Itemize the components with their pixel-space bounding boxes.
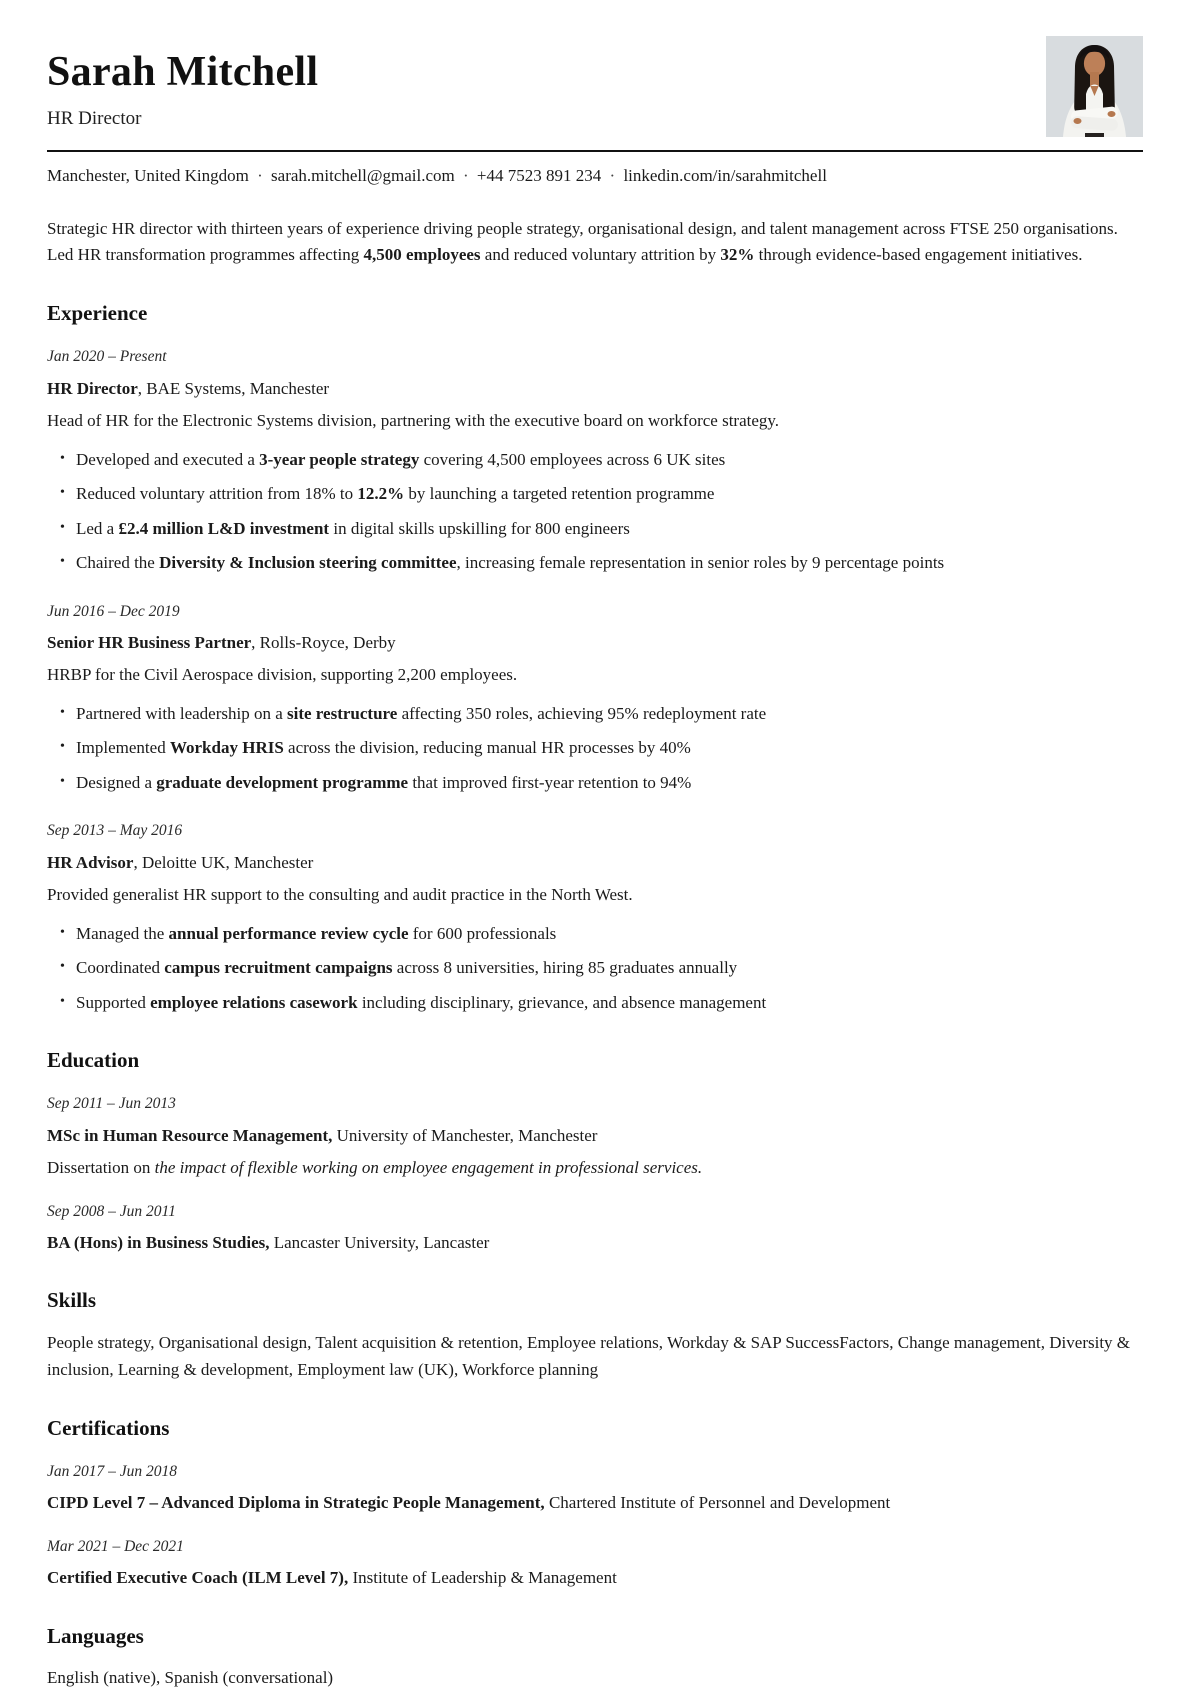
education-entry [47, 1200, 1143, 1256]
entry-dates: Sep 2008 – Jun 2011 [47, 1202, 176, 1220]
section-heading-experience: Experience [47, 301, 148, 326]
entry-bullet: • Managed the annual performance review cycle for 600 professionals [76, 921, 1143, 947]
header-divider [47, 150, 1143, 152]
contact-line [47, 163, 1143, 189]
entry-title: Senior HR Business Partner, Rolls-Royce, Derby [47, 632, 396, 652]
entry-title: CIPD Level 7 – Advanced Diploma in Strategic People Management, Chartered Institute of Personnel and Development [47, 1493, 891, 1513]
entry-dates: Jun 2016 – Dec 2019 [47, 602, 180, 620]
education-entry [47, 1092, 1143, 1180]
entry-bullet: • Led a £2.4 million L&D investment in digital skills upskilling for 800 engineers [76, 516, 1143, 542]
entry-bullet: • Supported employee relations casework including disciplinary, grievance, and absence management [76, 990, 1143, 1016]
person-name: Sarah Mitchell [47, 49, 319, 95]
entry-bullet: • Developed and executed a 3-year people strategy covering 4,500 employees across 6 UK sites [76, 447, 1143, 473]
summary-text: Strategic HR director with thirteen years of experience driving people strategy, organisational design, and talent management across FTSE 250 organisations. Led HR transformation programmes affecting 4,500 employees and reduced voluntary attrition by 32% through evidence-based engagement initiatives. [47, 218, 1118, 264]
entry-dates: Sep 2011 – Jun 2013 [47, 1095, 176, 1113]
contact-email: sarah.mitchell@gmail.com [271, 166, 455, 185]
section-skills [47, 1288, 1143, 1383]
profile-photo [1046, 36, 1143, 137]
contact-linkedin: linkedin.com/in/sarahmitchell [623, 166, 827, 185]
section-experience [47, 301, 1143, 1015]
contact-separator: · [605, 166, 620, 185]
resume-sections [47, 301, 1143, 1691]
entry-bullet: • Partnered with leadership on a site restructure affecting 350 roles, achieving 95% redeployment rate [76, 701, 1143, 727]
header-text-block [47, 36, 318, 134]
experience-entry [47, 600, 1143, 796]
entry-description: Dissertation on the impact of flexible working on employee engagement in professional services. [47, 1158, 703, 1178]
entry-description: Provided generalist HR support to the consulting and audit practice in the North West. [47, 885, 633, 905]
entry-bullet: • Chaired the Diversity & Inclusion steering committee, increasing female representation in senior roles by 9 percentage points [76, 550, 1143, 576]
entry-dates: Sep 2013 – May 2016 [47, 822, 183, 840]
entry-title: MSc in Human Resource Management, University of Manchester, Manchester [47, 1125, 598, 1145]
entry-bullet: • Coordinated campus recruitment campaigns across 8 universities, hiring 85 graduates annually [76, 955, 1143, 981]
contact-phone: +44 7523 891 234 [476, 166, 602, 185]
entry-bullets [47, 701, 1143, 796]
section-heading-languages: Languages [47, 1623, 144, 1648]
entry-bullet: • Implemented Workday HRIS across the division, reducing manual HR processes by 40% [76, 735, 1143, 761]
entry-title: HR Director, BAE Systems, Manchester [47, 378, 330, 398]
section-education [47, 1048, 1143, 1255]
certifications-entry [47, 1460, 1143, 1516]
languages-text: English (native), Spanish (conversational) [47, 1667, 334, 1687]
entry-description: Head of HR for the Electronic Systems division, partnering with the executive board on workforce strategy. [47, 411, 780, 431]
experience-entry [47, 345, 1143, 575]
section-languages [47, 1624, 1143, 1691]
skills-text: People strategy, Organisational design, Talent acquisition & retention, Employee relations, Workday & SAP SuccessFactors, Change management, Diversity & inclusion, Learning & development, Employment law (UK), Workforce planning [47, 1332, 1131, 1379]
section-heading-skills: Skills [47, 1288, 97, 1313]
contact-separator: · [252, 166, 268, 185]
section-certifications [47, 1416, 1143, 1591]
entry-title: HR Advisor, Deloitte UK, Manchester [47, 852, 314, 872]
resume-header [47, 36, 1143, 137]
contact-location: Manchester, United Kingdom [47, 166, 249, 185]
entry-bullet: • Designed a graduate development programme that improved first-year retention to 94% [76, 770, 1143, 796]
section-heading-education: Education [47, 1048, 140, 1073]
person-title: HR Director [47, 108, 142, 130]
entry-bullets [47, 447, 1143, 576]
entry-description: HRBP for the Civil Aerospace division, supporting 2,200 employees. [47, 665, 518, 685]
experience-entry [47, 819, 1143, 1015]
contact-separator: · [458, 166, 473, 185]
entry-bullets [47, 921, 1143, 1016]
entry-title: Certified Executive Coach (ILM Level 7), Institute of Leadership & Management [47, 1568, 617, 1588]
entry-dates: Jan 2020 – Present [47, 348, 167, 366]
entry-dates: Mar 2021 – Dec 2021 [47, 1537, 184, 1555]
entry-bullet: • Reduced voluntary attrition from 18% to 12.2% by launching a targeted retention programme [76, 481, 1143, 507]
certifications-entry [47, 1535, 1143, 1591]
profile-photo-illustration [1046, 36, 1143, 137]
entry-dates: Jan 2017 – Jun 2018 [47, 1463, 178, 1481]
section-heading-certifications: Certifications [47, 1415, 170, 1440]
entry-title: BA (Hons) in Business Studies, Lancaster University, Lancaster [47, 1232, 490, 1252]
